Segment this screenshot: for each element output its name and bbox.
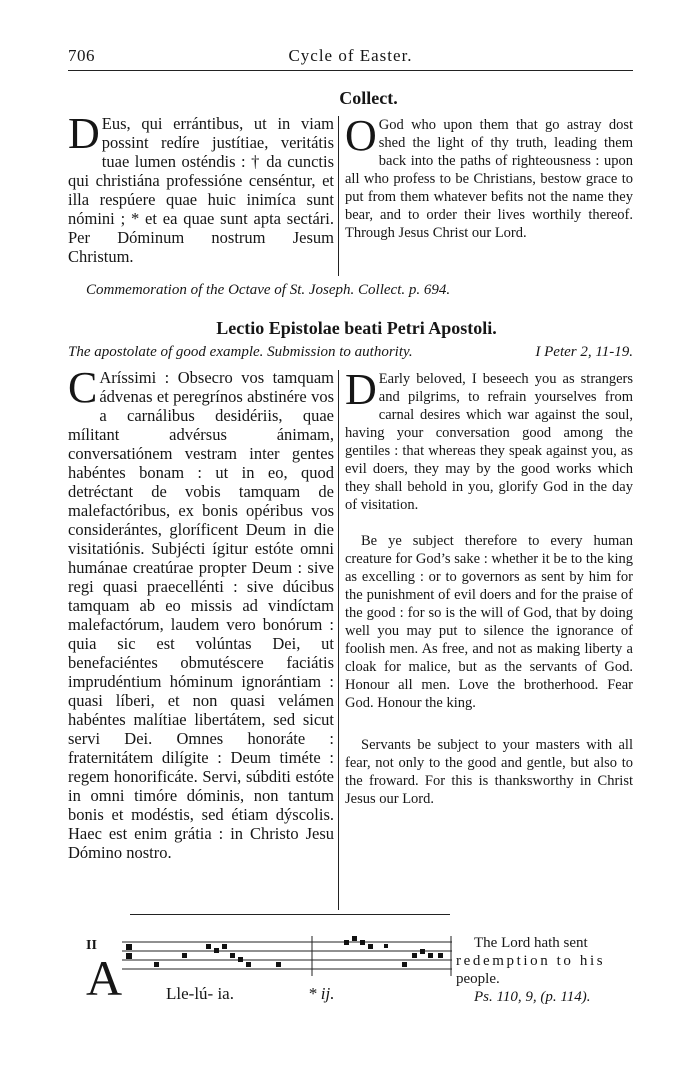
chant-asterisk: * ij.	[308, 984, 335, 1003]
lectio-latin	[68, 363, 334, 862]
page-header	[68, 44, 633, 70]
lectio-subtitle-left: The apostolate of good example. Submission to authority.	[68, 344, 413, 360]
chant-mode: II	[86, 938, 97, 953]
lectio-english-para-1	[345, 365, 633, 514]
lectio-english-para-3: Servants be subject to your masters with all fear, not only to the good and gentle, but also to the froward. For this is thanksworthy in Christ Jesus our Lord.	[345, 737, 633, 807]
lectio-english-para-2: Be ye subject therefore to every human creature for God’s sake : whether it be to the king as excelling : or to governors as sent by him for the punishment of evil doers and for the praise of the good : for so is the will of God, that by doing well you may put to silence the ignorance of foolish men. As free, and not as making liberty a cloak for malice, but as the servants of God. Honour all men. Love the brotherhood. Fear God. Honour the king.	[345, 533, 633, 711]
collect-latin	[68, 109, 334, 266]
lectio-latin-text: Aríssimi : Obsecro vos tamquam ádvenas et peregrínos abstinére vos a carnálibus desidériis, quae mílitant advérsus ánimam, conversatiónem vestram inter gentes habéntes bonam : ut in eo, quod detréctant de vobis tamquam de malefactóribus, ex bonis opéribus vos considerántes, gloríficent Deum in die visitatiónis. Subjécti ígitur estóte omni humánae creatúrae propter Deum : sive regi quasi praecellénti : sive dúcibus tamquam ab eo missis ad vindíctam malefactórum, laudem vero bonórum : quia sic est volúntas Dei, ut benefaciéntes obmutéscere faciátis imprudéntium hóminum ignorántiam : quasi líberi, et non quasi velámen habéntes malítiae libertátem, sed sicut servi Dei. Omnes honoráte : fraternitátem dilígite : Deum timéte : regem honorificáte. Servi, súbditi estóte in omni timóre dóminis, non tantum bonis et modéstis, sed étiam dýscolis. Haec est enim grátia : in Christo Jesu Dómino nostro.	[68, 368, 334, 862]
lectio-heading: Lectio Epistolae beati Petri Apostoli.	[216, 318, 497, 338]
lectio-subtitle	[68, 344, 633, 361]
verse-line-2: redemption to his	[456, 953, 606, 969]
chant-staff	[122, 936, 452, 976]
lectio-english-text-1: Early beloved, I beseech you as strangers and pilgrims, to refrain yourselves from carnal desires which war against the soul, having your conversation good among the gentiles : that whereas they speak against you, as evil doers, they may by the good works which they shall behold in you, glorify God in the day of visitation.	[345, 371, 633, 513]
collect-latin-dropcap: D	[68, 109, 100, 158]
collect-english-dropcap: O	[345, 111, 377, 160]
alleluia-chant	[86, 926, 456, 1016]
verse-reference: Ps. 110, 9, (p. 114).	[474, 989, 591, 1005]
collect-divider	[338, 116, 339, 276]
running-title: Cycle of Easter.	[288, 46, 413, 65]
collect-english	[345, 111, 633, 242]
header-rule	[68, 70, 633, 71]
lectio-latin-dropcap: C	[68, 363, 98, 412]
section-rule	[130, 914, 450, 915]
chant-initial: A	[86, 950, 123, 1006]
lectio-reference: I Peter 2, 11-19.	[535, 344, 633, 360]
commemoration-note: Commemoration of the Octave of St. Joseph. Collect. p. 694.	[86, 282, 451, 298]
page-number: 706	[68, 46, 95, 65]
lectio-english	[345, 365, 633, 808]
lectio-divider	[338, 370, 339, 910]
chant-syllables: Lle-lú- ia.	[166, 984, 234, 1003]
verse-line-1: The Lord hath sent	[474, 935, 588, 951]
collect-heading: Collect.	[339, 88, 398, 108]
collect-english-text: God who upon them that go astray dost shed the light of thy truth, leading them back into the paths of righteousness : upon all who profess to be Christians, bestow grace to put from them whatever befits not the name they bear, and to order their lives worthily thereof. Through Jesus Christ our Lord.	[345, 117, 633, 241]
alleluia-verse	[456, 934, 632, 1006]
lectio-english-dropcap: D	[345, 365, 377, 414]
collect-latin-text: Eus, qui errántibus, ut in viam possint redíre justítiae, veritátis tuae lumen osténdis : † da cunctis qui christiána professióne censéntur, et illa respúere quae huic inimíca sunt nómini ; * et ea quae sunt apta sectári. Per Dóminum nostrum Jesum Christum.	[68, 114, 334, 266]
verse-line-3: people.	[456, 971, 500, 987]
